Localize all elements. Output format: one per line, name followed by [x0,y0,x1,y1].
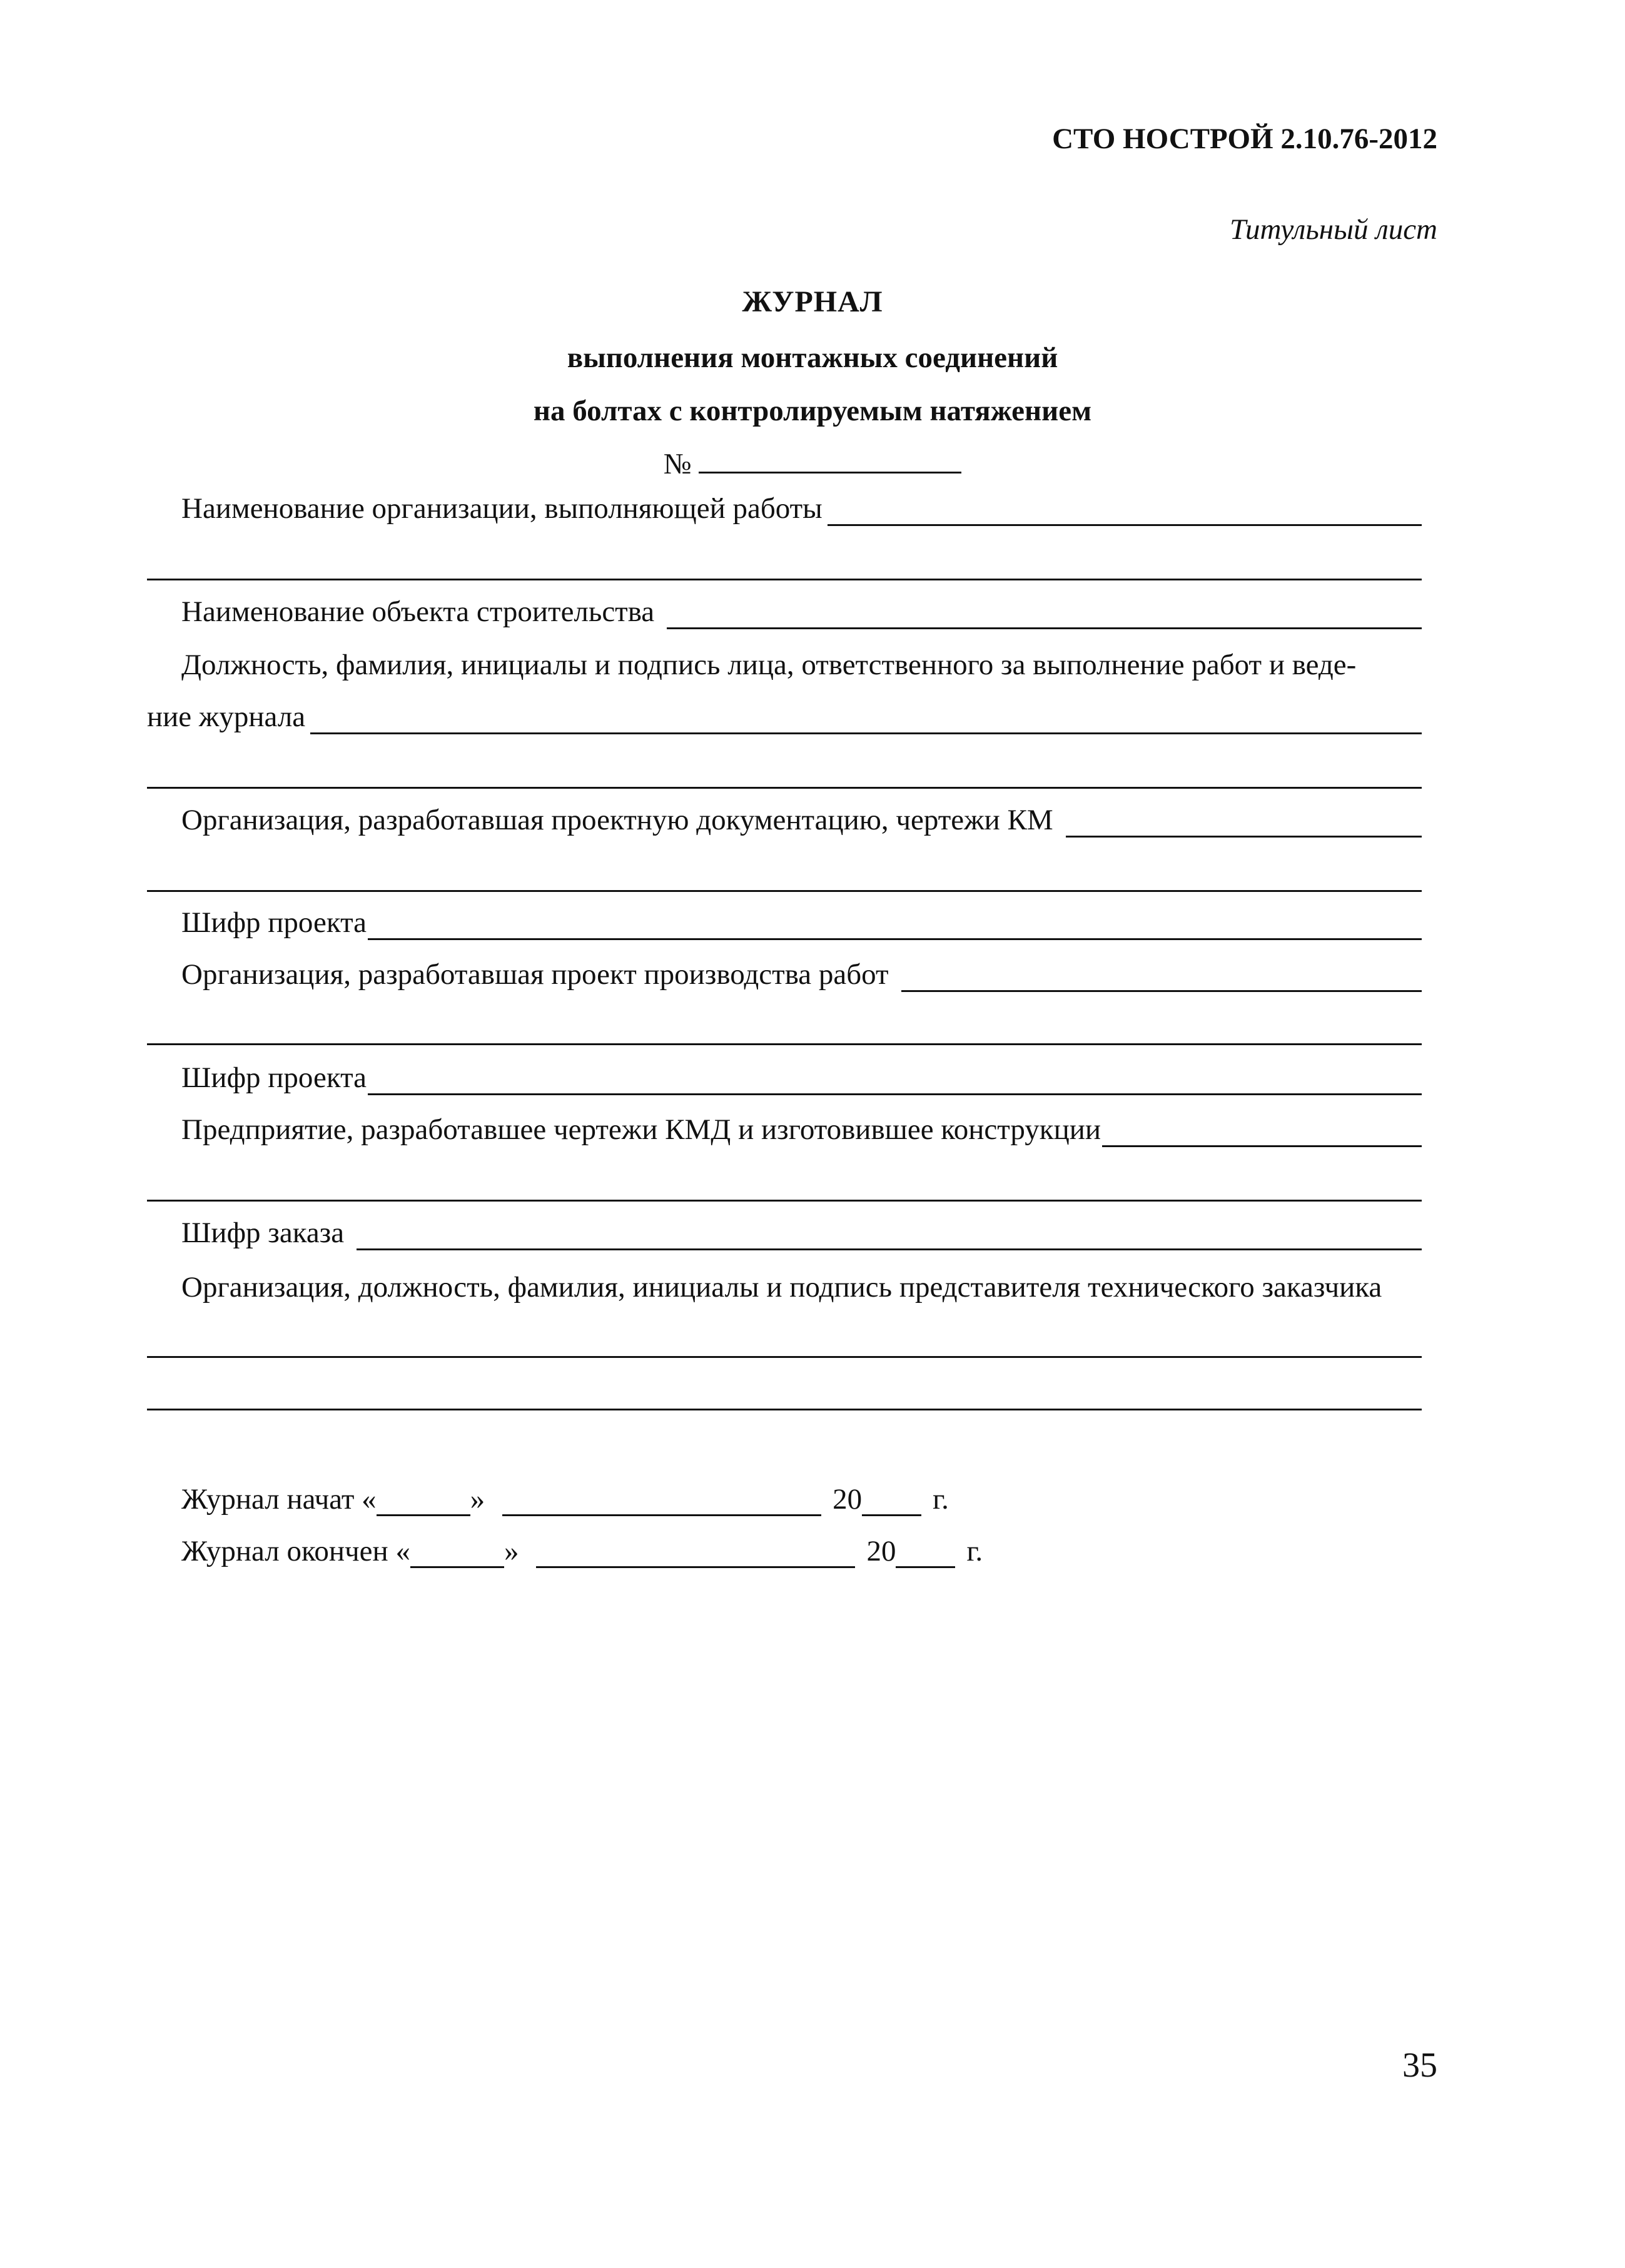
construction-object-input[interactable] [667,600,1422,629]
kmd-enterprise-label: Предприятие, разработавшее чертежи КМД и изготовившее конструкции [181,1113,1101,1146]
ppr-org-input[interactable] [901,963,1422,992]
order-code-input[interactable] [357,1221,1422,1250]
customer-rep-line-2[interactable] [147,1409,1422,1410]
journal-title: ЖУРНАЛ [742,285,883,318]
journal-number-field[interactable] [699,445,961,473]
design-org-extra-line[interactable] [147,890,1422,892]
project-code-1-input[interactable] [368,911,1422,940]
design-org-label: Организация, разработавшая проектную документацию, чертежи КМ [181,804,1053,836]
customer-rep-label: Организация, должность, фамилия, инициалы и подпись представителя технического заказчика [181,1271,1382,1304]
started-year-prefix: 20 [833,1483,863,1516]
project-code-2-label: Шифр проекта [181,1061,367,1094]
order-code-label: Шифр заказа [181,1217,345,1249]
started-quote-close: » [470,1483,485,1516]
ppr-org-field [181,957,1422,992]
started-year-suffix: г. [933,1483,949,1516]
responsible-person-label: Должность, фамилия, инициалы и подпись лица, ответственного за выполнение работ и веде- [181,649,1357,681]
journal-subtitle-line2: на болтах с контролируемым натяжением [533,395,1092,427]
construction-object-field [181,594,1422,629]
ended-year-prefix: 20 [866,1535,896,1567]
construction-object-label: Наименование объекта строительства [181,595,655,628]
responsible-person-label-cont: ние журнала [147,701,306,733]
design-org-input[interactable] [1066,808,1422,838]
order-code-field [181,1215,1422,1250]
number-sign: № [663,448,692,480]
journal-number-line [0,445,1625,481]
project-code-2-field [181,1060,1422,1095]
page-number: 35 [1402,2046,1437,2085]
kmd-enterprise-extra-line[interactable] [147,1200,1422,1202]
project-code-1-label: Шифр проекта [181,906,367,939]
started-label: Журнал начат « [181,1483,377,1516]
started-year-input[interactable] [862,1487,921,1516]
project-code-2-input[interactable] [368,1066,1422,1095]
responsible-person-extra-line[interactable] [147,787,1422,789]
started-day-input[interactable] [377,1487,470,1516]
kmd-enterprise-input[interactable] [1102,1118,1422,1147]
started-month-input[interactable] [502,1487,821,1516]
standard-code: СТО НОСТРОЙ 2.10.76-2012 [1052,123,1437,155]
ended-day-input[interactable] [410,1539,504,1568]
responsible-person-input[interactable] [310,705,1422,734]
responsible-person-field [147,699,1422,734]
project-code-1-field [181,905,1422,940]
customer-rep-line-1[interactable] [147,1356,1422,1358]
design-org-field [181,802,1422,838]
ppr-org-label: Организация, разработавшая проект производства работ [181,958,889,991]
page-label: Титульный лист [1230,213,1437,246]
journal-subtitle-line1: выполнения монтажных соединений [567,342,1058,374]
kmd-enterprise-field [181,1112,1422,1147]
org-performing-extra-line[interactable] [147,579,1422,580]
org-performing-input[interactable] [828,497,1422,526]
journal-ended-row [181,1534,983,1568]
ended-quote-close: » [504,1535,519,1567]
org-performing-label: Наименование организации, выполняющей работы [181,492,823,525]
org-performing-field [181,491,1422,526]
journal-started-row [181,1482,949,1516]
ended-year-suffix: г. [966,1535,983,1567]
ended-label: Журнал окончен « [181,1535,410,1567]
ended-year-input[interactable] [896,1539,955,1568]
ended-month-input[interactable] [536,1539,855,1568]
ppr-org-extra-line[interactable] [147,1043,1422,1045]
